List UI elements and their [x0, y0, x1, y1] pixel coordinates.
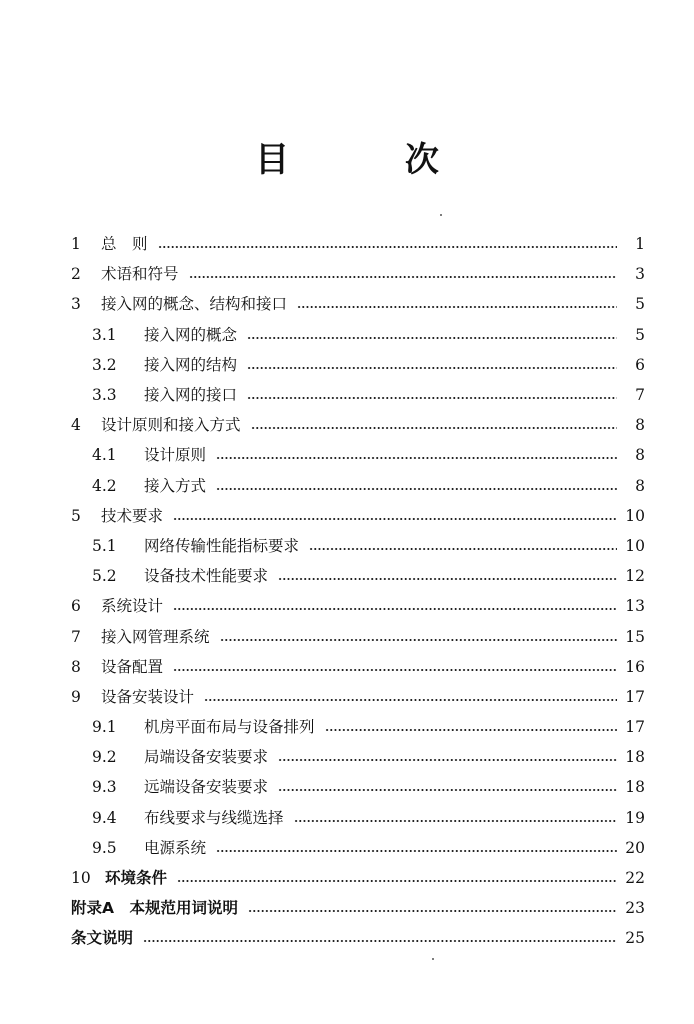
toc-number: 3 [71, 295, 81, 314]
toc-number: 3.3 [92, 386, 117, 405]
dot-leader [158, 246, 617, 248]
dot-leader [173, 518, 617, 520]
toc-number: 9 [71, 687, 81, 706]
dot-leader [216, 488, 617, 490]
toc-page-number: 8 [635, 416, 645, 435]
toc-number: 1 [71, 235, 81, 254]
scan-speck [440, 214, 442, 216]
toc-entry[interactable] [0, 682, 694, 712]
toc-page-number: 10 [625, 536, 645, 555]
toc-page-number: 10 [625, 506, 645, 525]
toc-title: 局端设备安装要求 [144, 748, 269, 767]
dot-leader [189, 276, 617, 278]
toc-page-number: 23 [625, 899, 645, 918]
dot-leader [309, 548, 617, 550]
toc-entry[interactable] [0, 863, 694, 893]
toc-page-number: 15 [625, 627, 645, 646]
toc-title: 接入网管理系统 [101, 627, 210, 646]
toc-number: 5.1 [92, 536, 117, 555]
toc-page-number: 17 [625, 718, 645, 737]
toc-title: 总 则 [101, 235, 148, 254]
toc-number: 9.3 [92, 778, 117, 797]
toc-page-number: 17 [625, 687, 645, 706]
toc-title: 设备配置 [101, 657, 164, 676]
toc-entry[interactable] [0, 531, 694, 561]
dot-leader [216, 457, 617, 459]
toc-title: 设计原则和接入方式 [101, 416, 241, 435]
dot-leader [247, 337, 617, 339]
toc-title: 设备安装设计 [101, 687, 195, 706]
toc-entry[interactable] [0, 350, 694, 380]
table-of-contents [0, 229, 694, 954]
toc-number: 5.2 [92, 567, 117, 586]
toc-title: 设计原则 [144, 446, 207, 465]
toc-title: 系统设计 [101, 597, 164, 616]
toc-number: 6 [71, 597, 81, 616]
toc-number: 3.2 [92, 355, 117, 374]
toc-entry[interactable] [0, 742, 694, 772]
toc-entry[interactable] [0, 471, 694, 501]
toc-page-number: 20 [625, 838, 645, 857]
toc-entry[interactable] [0, 501, 694, 531]
toc-page-number: 12 [625, 567, 645, 586]
dot-leader [247, 367, 617, 369]
toc-entry[interactable] [0, 561, 694, 591]
toc-title: 附录A 本规范用词说明 [71, 899, 238, 918]
dot-leader [325, 729, 617, 731]
toc-page-number: 18 [625, 778, 645, 797]
toc-title: 技术要求 [101, 506, 164, 525]
toc-title: 设备技术性能要求 [144, 567, 269, 586]
toc-entry[interactable] [0, 772, 694, 802]
toc-entry[interactable] [0, 320, 694, 350]
toc-page-number: 22 [625, 869, 645, 888]
toc-page-number: 8 [635, 446, 645, 465]
toc-entry[interactable] [0, 440, 694, 470]
dot-leader [278, 789, 617, 791]
toc-page-number: 5 [635, 295, 645, 314]
toc-number: 5 [71, 506, 81, 525]
toc-title: 电源系统 [144, 838, 207, 857]
toc-entry[interactable] [0, 380, 694, 410]
toc-number: 2 [71, 265, 81, 284]
toc-number: 9.5 [92, 838, 117, 857]
toc-title: 接入网的概念、结构和接口 [101, 295, 288, 314]
toc-page-number: 1 [635, 235, 645, 254]
toc-title: 布线要求与线缆选择 [144, 808, 284, 827]
dot-leader [247, 397, 617, 399]
toc-entry[interactable] [0, 893, 694, 923]
toc-entry[interactable] [0, 259, 694, 289]
scan-speck [432, 958, 434, 960]
toc-number: 9.2 [92, 748, 117, 767]
dot-leader [294, 820, 617, 822]
dot-leader [278, 759, 617, 761]
toc-entry[interactable] [0, 712, 694, 742]
toc-entry[interactable] [0, 923, 694, 953]
toc-page-number: 25 [625, 929, 645, 948]
toc-page-number: 3 [635, 265, 645, 284]
toc-title: 环境条件 [105, 869, 168, 888]
toc-number: 4 [71, 416, 81, 435]
toc-page-number: 8 [635, 476, 645, 495]
toc-page-number: 16 [625, 657, 645, 676]
dot-leader [177, 880, 617, 882]
dot-leader [220, 639, 617, 641]
toc-page-number: 5 [635, 325, 645, 344]
toc-title: 条文说明 [71, 929, 134, 948]
toc-entry[interactable] [0, 229, 694, 259]
toc-title: 接入网的结构 [144, 355, 238, 374]
toc-entry[interactable] [0, 410, 694, 440]
toc-number: 10 [71, 869, 91, 888]
toc-title: 术语和符号 [101, 265, 179, 284]
toc-page-number: 19 [625, 808, 645, 827]
toc-page-number: 13 [625, 597, 645, 616]
toc-page-number: 6 [635, 355, 645, 374]
toc-number: 9.1 [92, 718, 117, 737]
toc-entry[interactable] [0, 289, 694, 319]
toc-number: 8 [71, 657, 81, 676]
toc-title: 接入方式 [144, 476, 207, 495]
dot-leader [143, 940, 617, 942]
dot-leader [173, 669, 617, 671]
toc-entry[interactable] [0, 591, 694, 621]
toc-entry[interactable] [0, 833, 694, 863]
dot-leader [173, 608, 617, 610]
toc-page-number: 7 [635, 386, 645, 405]
toc-title: 网络传输性能指标要求 [144, 536, 300, 555]
toc-title: 接入网的接口 [144, 386, 238, 405]
toc-title: 接入网的概念 [144, 325, 238, 344]
toc-title: 机房平面布局与设备排列 [144, 718, 315, 737]
dot-leader [248, 910, 617, 912]
toc-entry[interactable] [0, 803, 694, 833]
toc-entry[interactable] [0, 621, 694, 651]
toc-number: 4.1 [92, 446, 117, 465]
toc-number: 4.2 [92, 476, 117, 495]
toc-entry[interactable] [0, 652, 694, 682]
page-title: 目 次 [255, 140, 491, 180]
toc-number: 3.1 [92, 325, 117, 344]
dot-leader [278, 578, 617, 580]
dot-leader [297, 306, 617, 308]
dot-leader [204, 699, 617, 701]
toc-number: 7 [71, 627, 81, 646]
toc-title: 远端设备安装要求 [144, 778, 269, 797]
dot-leader [251, 427, 617, 429]
toc-number: 9.4 [92, 808, 117, 827]
dot-leader [216, 850, 617, 852]
toc-page-number: 18 [625, 748, 645, 767]
